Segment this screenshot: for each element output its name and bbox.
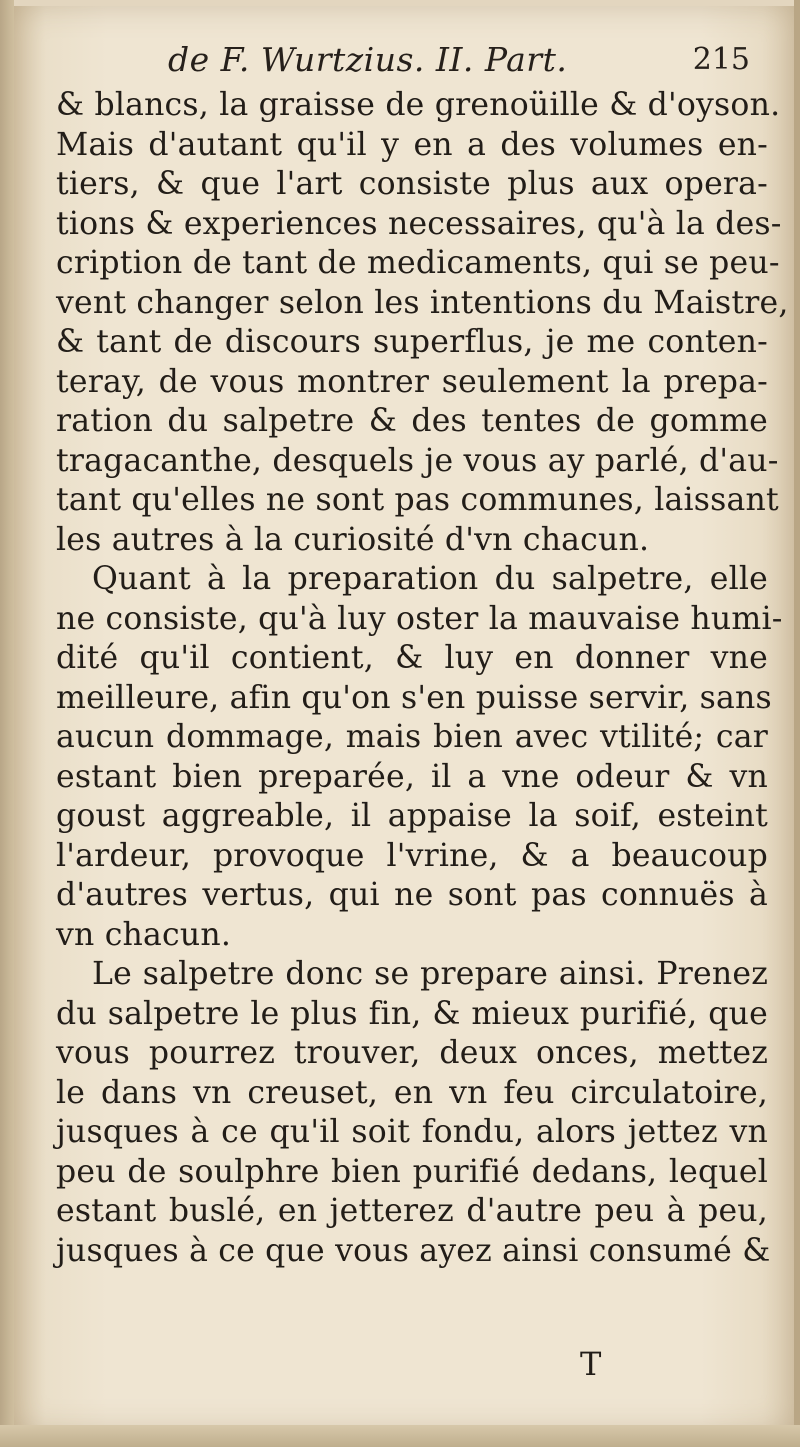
text-line: tant qu'elles ne sont pas communes, laissant bbox=[56, 482, 779, 518]
text-line: vent changer selon les intentions du Maistre, bbox=[56, 284, 789, 321]
text-line: ne consiste, qu'à luy oster la mauvaise humi- bbox=[56, 600, 783, 637]
text-line: les autres à la curiosité d'vn chacun. bbox=[56, 521, 650, 558]
text-line: goust aggreable, il appaise la soif, esteint bbox=[56, 798, 768, 834]
running-title: de F. Wurtzius. II. Part. bbox=[168, 40, 568, 79]
text-line: tragacanthe, desquels je vous ay parlé, d'au- bbox=[56, 442, 779, 479]
text-line: estant bien preparée, il a vne odeur & vn bbox=[56, 758, 768, 795]
text-line: & blancs, la graisse de grenoüille & d'oyson. bbox=[56, 87, 781, 123]
text-line: jusques à ce que vous ayez ainsi consumé & bbox=[56, 1232, 771, 1269]
text-line: tions & experiences necessaires, qu'à la des- bbox=[56, 205, 782, 242]
text-line: d'autres vertus, qui ne sont pas connuës à bbox=[56, 877, 768, 913]
text-line: meilleure, afin qu'on s'en puisse servir, sans bbox=[56, 679, 772, 716]
text-line: ration du salpetre & des tentes de gomme bbox=[56, 403, 768, 439]
text-line: Le salpetre donc se prepare ainsi. Prenez bbox=[92, 956, 768, 992]
page-header bbox=[168, 40, 758, 92]
text-line: vn chacun. bbox=[56, 916, 232, 953]
right-page-edge bbox=[794, 0, 800, 1447]
text-line: l'ardeur, provoque l'vrine, & a beaucoup bbox=[56, 837, 768, 874]
body-text bbox=[56, 86, 789, 1271]
catchword: T bbox=[580, 1345, 602, 1383]
text-line: vous pourrez trouver, deux onces, mettez bbox=[56, 1035, 768, 1071]
text-line: estant buslé, en jetterez d'autre peu à peu, bbox=[56, 1193, 768, 1229]
text-line: aucun dommage, mais bien avec vtilité; car bbox=[56, 719, 768, 755]
text-line: tiers, & que l'art consiste plus aux opera- bbox=[56, 166, 768, 202]
text-line: jusques à ce qu'il soit fondu, alors jettez vn bbox=[56, 1114, 768, 1150]
text-line: Quant à la preparation du salpetre, elle bbox=[92, 561, 768, 597]
text-line: le dans vn creuset, en vn feu circulatoire, bbox=[56, 1074, 768, 1111]
text-line: peu de soulphre bien purifié dedans, lequel bbox=[56, 1153, 768, 1190]
text-line: Mais d'autant qu'il y en a des volumes en- bbox=[56, 126, 768, 163]
text-line: teray, de vous montrer seulement la prepa- bbox=[56, 363, 768, 400]
text-line: & tant de discours superflus, je me conten- bbox=[56, 324, 768, 360]
text-line: dité qu'il contient, & luy en donner vne bbox=[56, 640, 768, 676]
text-line: cription de tant de medicaments, qui se peu- bbox=[56, 245, 780, 281]
left-page-edge bbox=[0, 0, 14, 1447]
bottom-page-edge bbox=[0, 1425, 800, 1447]
page-number: 215 bbox=[692, 42, 750, 77]
text-line: du salpetre le plus fin, & mieux purifié, que bbox=[56, 995, 768, 1032]
